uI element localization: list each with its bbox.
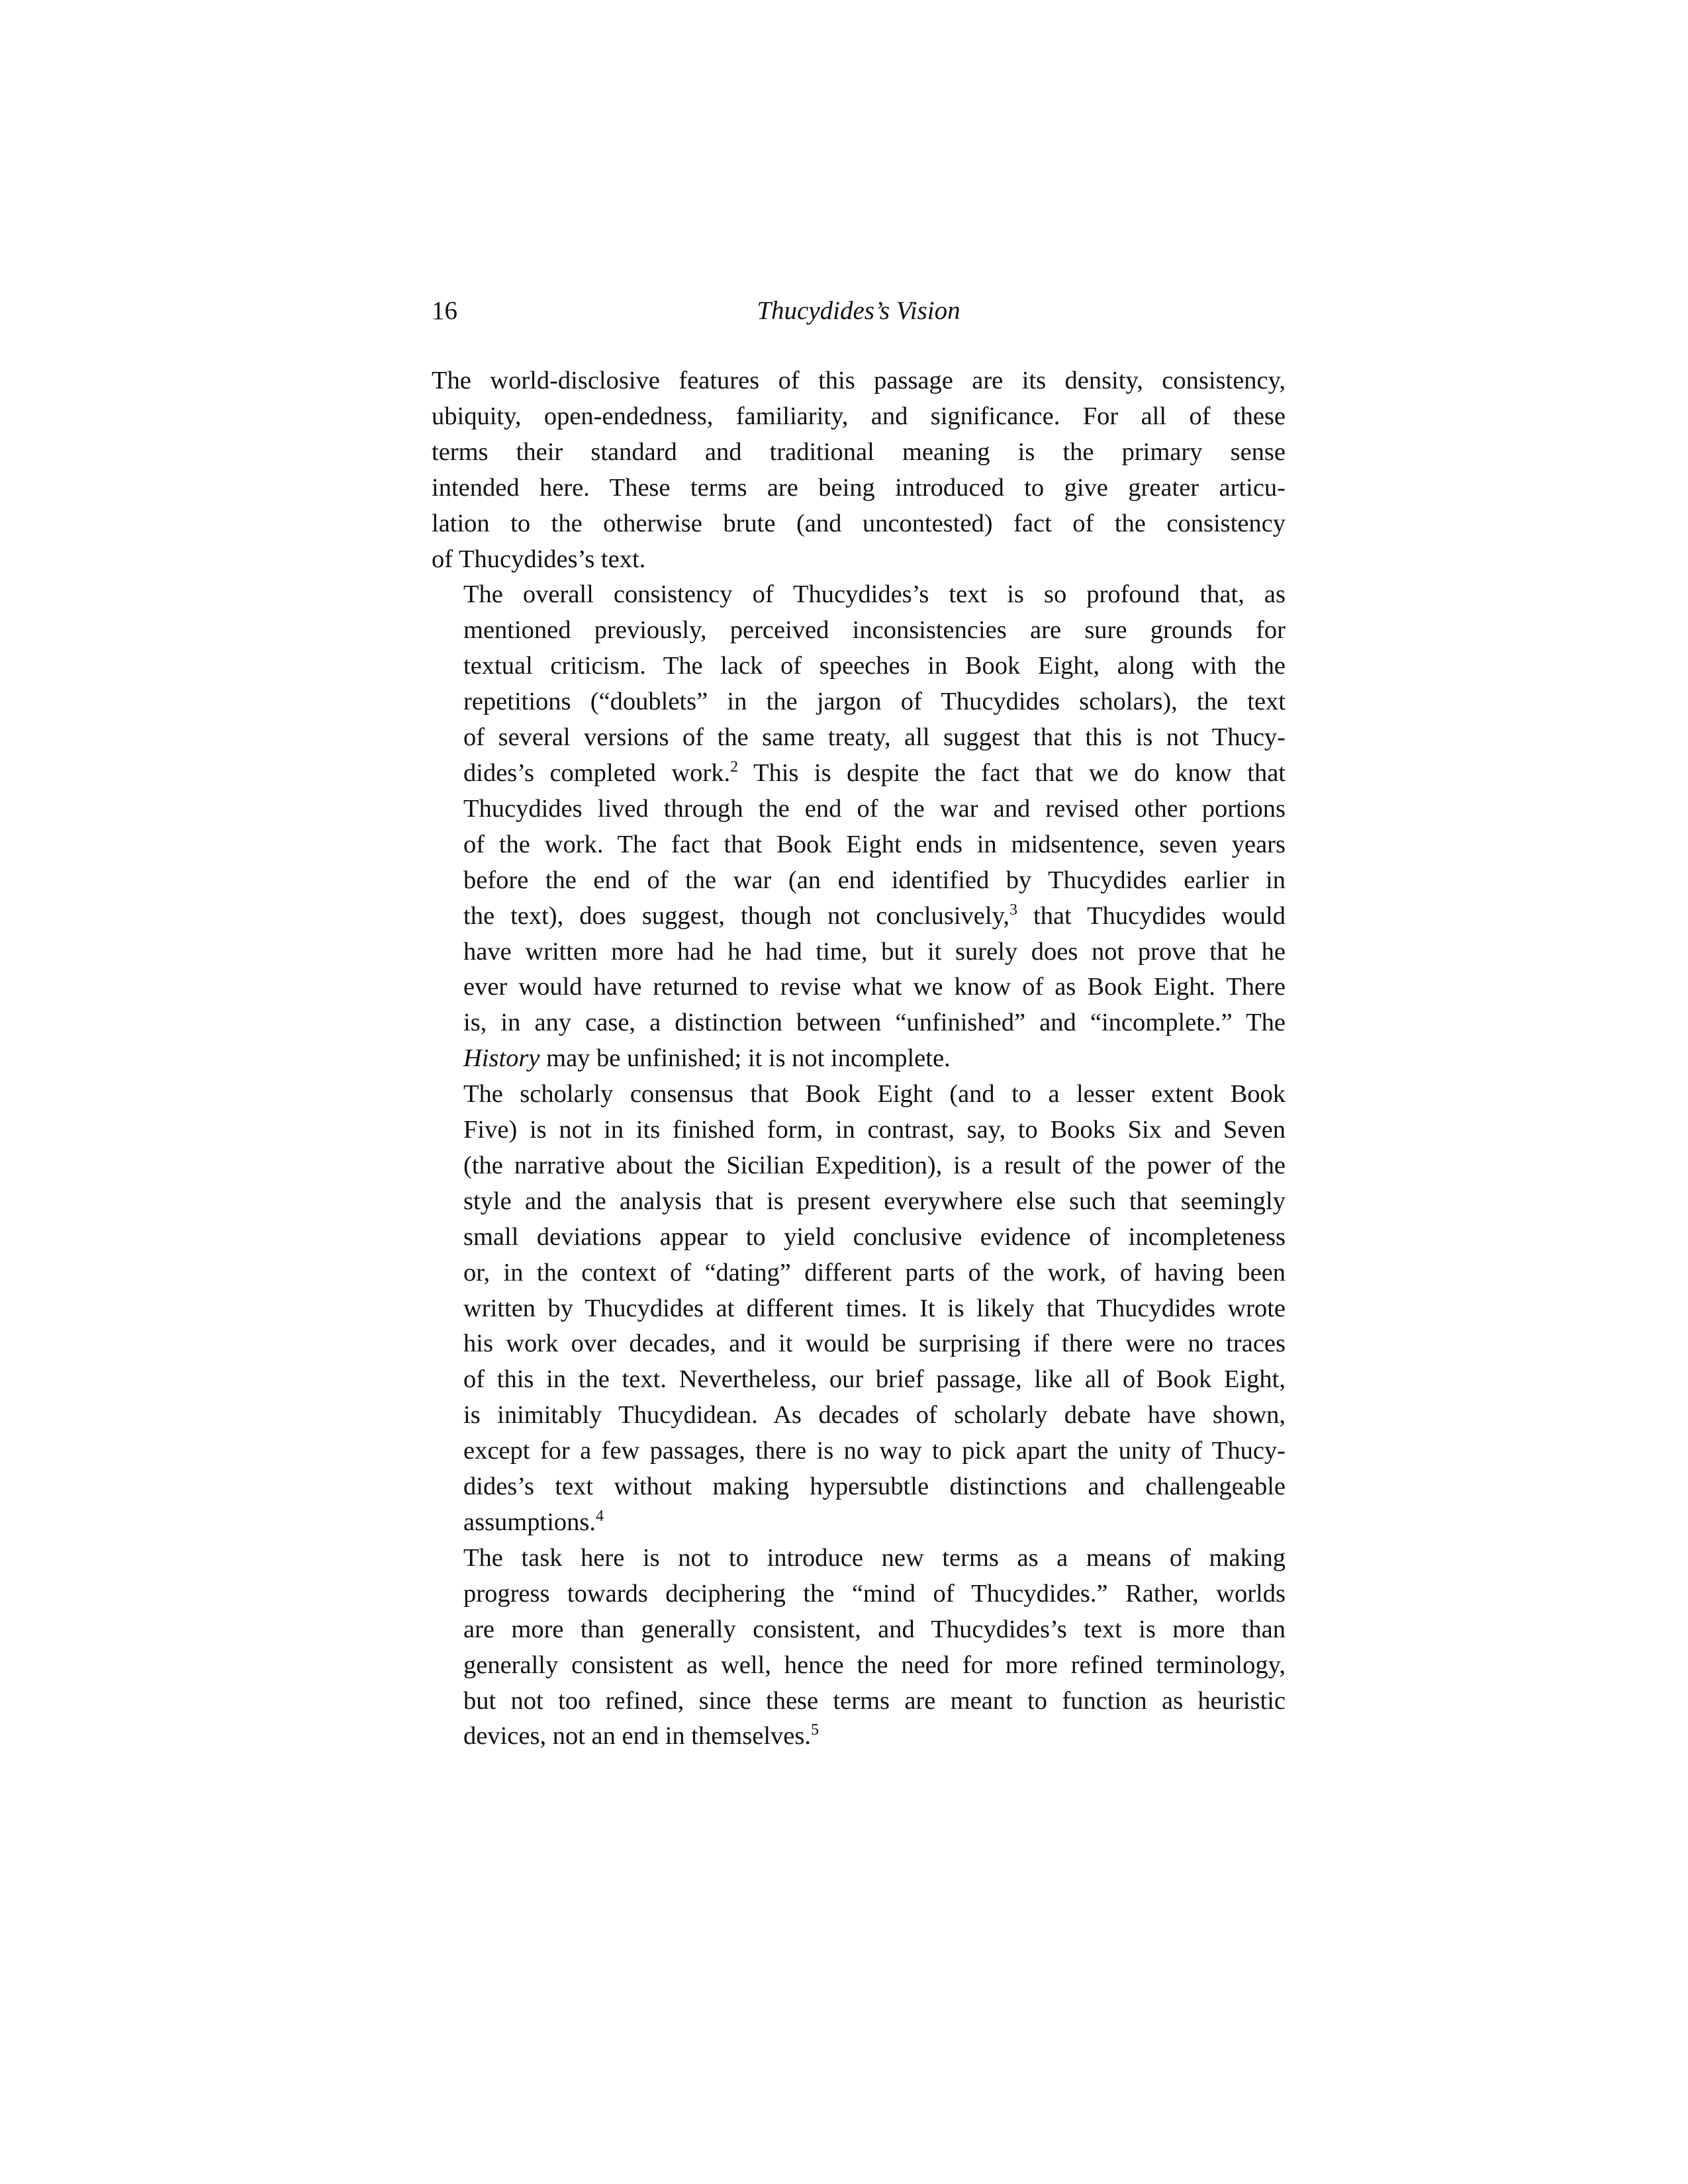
text-line: written by Thucydides at different times. It is likely that Thucydides wrote xyxy=(463,1294,1286,1322)
text-line: mentioned previously, perceived inconsistencies are sure grounds for xyxy=(463,616,1286,645)
text-line: terms their standard and traditional meaning is the primary sense xyxy=(432,437,1286,466)
text-line: of this in the text. Nevertheless, our brief passage, like all of Book Eight, xyxy=(463,1365,1286,1394)
book-title-history: History xyxy=(463,1044,540,1073)
text-line: of Thucydides’s text. xyxy=(432,545,646,573)
text-line: is inimitably Thucydidean. As decades of scholarly debate have shown, xyxy=(463,1401,1286,1430)
text-line-with-note xyxy=(432,1505,1286,1541)
footnote-marker-5[interactable]: 5 xyxy=(810,1721,819,1739)
line-text: that Thucydides would xyxy=(1017,901,1286,930)
text-line: generally consistent as well, hence the need for more refined terminology, xyxy=(463,1651,1286,1679)
text-line: except for a few passages, there is no way to pick apart the unity of Thucy- xyxy=(463,1437,1286,1465)
footnote-marker-4[interactable]: 4 xyxy=(596,1508,604,1525)
text-line: of several versions of the same treaty, all suggest that this is not Thucy- xyxy=(463,723,1286,752)
line-text: devices, not an end in themselves. xyxy=(463,1722,811,1751)
text-line: dides’s text without making hypersubtle distinctions and challengeable xyxy=(463,1473,1286,1501)
text-line: repetitions (“doublets” in the jargon of Thucydides scholars), the text xyxy=(463,688,1286,716)
text-line: Thucydides lived through the end of the war and revised other portions xyxy=(463,794,1286,823)
text-line: have written more had he had time, but it surely does not prove that he xyxy=(463,937,1286,966)
footnote-marker-2[interactable]: 2 xyxy=(730,758,739,776)
text-line: of the work. The fact that Book Eight ends in midsentence, seven years xyxy=(463,830,1286,858)
paragraph-2 xyxy=(432,577,1286,1077)
text-line: his work over decades, and it would be surprising if there were no traces xyxy=(463,1330,1286,1358)
text-line: before the end of the war (an end identified by Thucydides earlier in xyxy=(463,866,1286,894)
text-line: lation to the otherwise brute (and uncontested) fact of the consistency xyxy=(432,509,1286,537)
text-line-with-note xyxy=(432,899,1286,934)
text-line-with-note xyxy=(432,756,1286,792)
text-line: progress towards deciphering the “mind of Thucydides.” Rather, worlds xyxy=(463,1579,1286,1608)
line-text: the text), does suggest, though not conclusively, xyxy=(463,901,1009,930)
text-line: is, in any case, a distinction between “unfinished” and “incomplete.” The xyxy=(463,1009,1286,1037)
text-line: ever would have returned to revise what we know of as Book Eight. There xyxy=(463,973,1286,1001)
text-line: The scholarly consensus that Book Eight (and to a lesser extent Book xyxy=(463,1080,1286,1109)
text-line: intended here. These terms are being introduced to give greater articu- xyxy=(432,473,1286,502)
line-text: dides’s completed work. xyxy=(463,758,731,787)
paragraph-4 xyxy=(432,1541,1286,1754)
footnote-marker-3[interactable]: 3 xyxy=(1009,901,1017,919)
line-text: This is despite the fact that we do know that xyxy=(738,758,1286,787)
text-line: The task here is not to introduce new terms as a means of making xyxy=(463,1543,1286,1572)
line-text: may be unfinished; it is not incomplete. xyxy=(539,1044,951,1073)
text-line: or, in the context of “dating” different parts of the work, of having been xyxy=(463,1258,1286,1287)
text-line: ubiquity, open-endedness, familiarity, and significance. For all of these xyxy=(432,402,1286,430)
page-header xyxy=(432,291,1286,331)
paragraph-3 xyxy=(432,1077,1286,1541)
text-line xyxy=(432,1041,1286,1077)
running-title: Thucydides’s Vision xyxy=(757,296,961,325)
paragraph-1 xyxy=(432,363,1286,577)
text-line: but not too refined, since these terms are meant to function as heuristic xyxy=(463,1686,1286,1715)
body-text xyxy=(432,363,1286,1754)
text-line: style and the analysis that is present everywhere else such that seemingly xyxy=(463,1187,1286,1215)
text-line: The overall consistency of Thucydides’s text is so profound that, as xyxy=(463,580,1286,609)
page-number: 16 xyxy=(432,296,457,325)
text-line-with-note xyxy=(432,1719,1286,1754)
text-line: are more than generally consistent, and Thucydides’s text is more than xyxy=(463,1615,1286,1643)
text-line: (the narrative about the Sicilian Expedition), is a result of the power of the xyxy=(463,1151,1286,1179)
line-text: assumptions. xyxy=(463,1508,596,1536)
text-line: small deviations appear to yield conclusive evidence of incompleteness xyxy=(463,1222,1286,1251)
text-line: The world-disclosive features of this passage are its density, consistency, xyxy=(432,367,1286,394)
text-line: textual criticism. The lack of speeches in Book Eight, along with the xyxy=(463,652,1286,680)
text-line: Five) is not in its finished form, in contrast, say, to Books Six and Seven xyxy=(463,1116,1286,1144)
